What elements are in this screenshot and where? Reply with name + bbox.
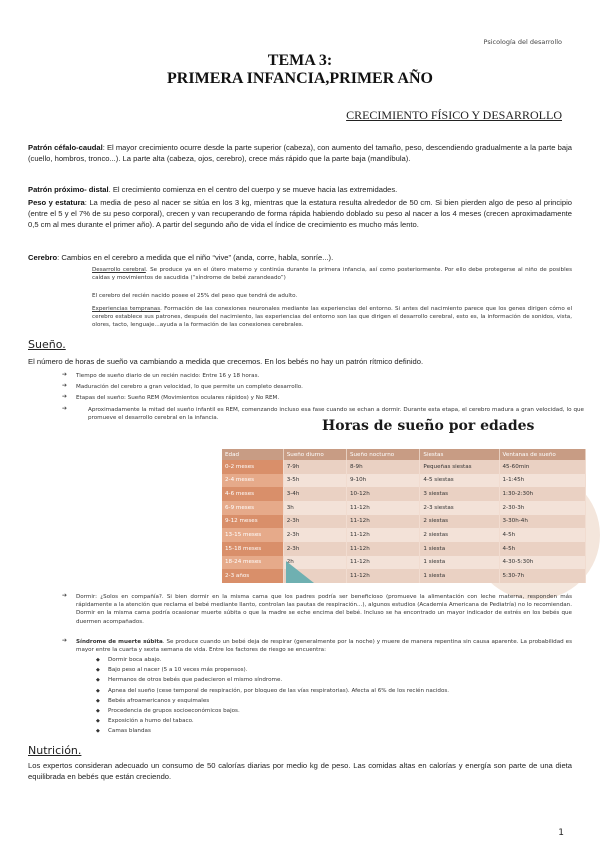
sleep-bullet-1: Tiempo de sueño diario de un recién nacido: Entre 16 y 18 horas. [76,373,260,379]
table-cell: 2-3 siestas [420,501,499,515]
table-cell: 3-4h [283,487,346,501]
risk-factor-item: ◆ Procedencia de grupos socioeconómicos bajos. [108,707,568,715]
table-cell: 11-12h [346,528,419,542]
arrow-bullet-icon: ➔ [62,393,68,400]
sleep-bullet-2: Maduración del cerebro a gran velocidad, lo que permite un completo desarrollo. [76,384,303,390]
text-brain: : Cambios en el cerebro a medida que el niño “vive” (anda, corre, habla, sonríe...). [57,253,334,262]
column-header: Sueño nocturno [346,449,419,460]
sleep-bullet-sids [76,638,572,654]
text-cephalocaudal: : El mayor crecimiento ocurre desde la parte superior (cabeza), con aumento del tamaño, peso, descendiendo gradualmente a la parte baja (cuello, hombros, tronco...). La parte alta (cabeza, ojos, cerebro), crece más rápido que la parte baja (mandíbula). [28,143,572,163]
term-early-experiences: Experiencias tempranas [92,306,161,312]
topic-subtitle: PRIMERA INFANCIA,PRIMER AÑO [167,70,433,87]
table-cell: 4-5 siestas [420,474,499,488]
risk-factor-item: ◆ Camas blandas [108,727,568,735]
sleep-bullet-4: Aproximadamente la mitad del sueño infantil es REM, comenzando incluso esa fase cuando se echan a dormir. Durante esta etapa, el cerebro madura a gran velocidad, lo que promueve el desarrollo cerebral en la infancia. [88,407,584,422]
topic-title: TEMA 3: [267,52,333,69]
table-cell: 2 siestas [420,515,499,529]
header-subject: Psicología del desarrollo [483,38,562,46]
column-header: Ventanas de sueño [499,449,586,460]
table-cell: Pequeñas siestas [420,460,499,474]
section-heading-growth: CRECIMIENTO FÍSICO Y DESARROLLO [346,108,562,122]
paragraph-brain [28,252,572,263]
paragraph-weight-height [28,197,572,230]
term-weight-height: Peso y estatura [28,198,85,207]
table-cell: 4-30-5:30h [499,556,586,570]
table-cell: 15-18 meses [222,542,283,556]
decorative-triangle [286,561,314,583]
table-cell: 2-30-3h [499,501,586,515]
risk-factor-item: ◆ Dormir boca abajo. [108,656,568,664]
table-cell: 45-60min [499,460,586,474]
risk-factor-item: ◆ Bajo peso al nacer (5 a 10 veces más propensos). [108,666,568,674]
text-early-experiences: . Formación de las conexiones neuronales mediante las experiencias del entorno. Si antes del nacimiento parece que los genes dirigen cómo el cerebro establece sus patrones, después del nacimiento, las experiencias del entorno son las que dirigen el desarrollo cerebral, esto es, la información de sonidos, vista, olores, tacto, lenguaje...ayuda a la formación de las conexiones cerebrales. [92,306,572,329]
risk-factor-item: ◆ Hermanos de otros bebés que padecieron el mismo síndrome. [108,676,568,684]
text-weight-height: : La media de peso al nacer se sitúa en los 3 kg, mientras que la estatura resulta alrededor de 50 cm. Si bien pierden algo de peso al principio (entre el 5 y el 7% de su peso corporal), crecen y van recuperando de forma rápida habiendo doblado su peso al nacer a los 4 meses (crecen aproximadamente 0,5 cm al mes durante el primer año). A partir del segundo año de vida el índice de crecimiento es mucho más lento. [28,198,573,229]
table-cell: 4-6 meses [222,487,283,501]
table-cell: 6-9 meses [222,501,283,515]
note-brain-development [92,266,572,282]
table-cell: 13-15 meses [222,528,283,542]
column-header: Sueño diurno [283,449,346,460]
table-cell: 8-9h [346,460,419,474]
table-row [222,556,586,570]
paragraph-proximodistal [28,184,572,195]
section-heading-sleep: Sueño. [28,338,66,351]
table-cell: 4-5h [499,542,586,556]
sleep-table [222,449,586,583]
table-cell: 2h [283,556,346,570]
table-row [222,474,586,488]
table-cell: 0-2 meses [222,460,283,474]
column-header: Siestas [420,449,499,460]
arrow-bullet-icon: ➔ [62,382,68,389]
table-row [222,487,586,501]
table-row [222,515,586,529]
page-number: 1 [558,828,564,838]
table-cell: 1-2h [283,569,346,583]
table-row [222,528,586,542]
table-cell: 3 siestas [420,487,499,501]
table-row [222,542,586,556]
table-cell: 11-12h [346,542,419,556]
table-cell: 1 siesta [420,542,499,556]
section-heading-nutrition: Nutrición. [28,744,82,757]
table-cell: 10-12h [346,487,419,501]
sleep-intro: El número de horas de sueño va cambiando a medida que crecemos. En los bebés no hay un patrón rítmico definido. [28,357,424,366]
paragraph-cephalocaudal [28,142,572,164]
risk-factor-item: ◆ Exposición a humo del tabaco. [108,717,568,725]
nutrition-text: Los expertos consideran adecuado un consumo de 50 calorías diarias por medio kg de peso. Las comidas altas en calorías y energía son parte de una dieta equilibrada en bebés que están creciendo. [28,761,572,781]
table-cell: 3-30h-4h [499,515,586,529]
table-cell: 1-1:45h [499,474,586,488]
table-cell: 2-3 años [222,569,283,583]
table-cell: 2-3h [283,542,346,556]
term-brain-development: Desarrollo cerebral [92,267,146,273]
table-cell: 11-12h [346,501,419,515]
table-cell: 11-12h [346,556,419,570]
table-row [222,501,586,515]
table-row [222,460,586,474]
table-cell: 9-10h [346,474,419,488]
table-cell: 5:30-7h [499,569,586,583]
arrow-bullet-icon: ➔ [62,405,68,412]
table-cell: 1 siesta [420,556,499,570]
table-cell: 11-12h [346,515,419,529]
table-cell: 2-3h [283,515,346,529]
table-cell: 1:30-2:30h [499,487,586,501]
risk-factor-item: ◆ Apnea del sueño (cese temporal de respiración, por bloqueo de las vías respiratorias). Afecta al 6% de los recién nacidos. [108,687,568,695]
arrow-bullet-icon: ➔ [62,371,68,378]
note-early-experiences [92,305,572,330]
text-sids: . Se produce cuando un bebé deja de respirar (generalmente por la noche) y muere de manera repentina sin causa aparente. La probabilidad es mayor entre la cuarta y sexta semana de vida. Entre los factores de riesgo se encuentra: [76,639,572,654]
chart-title: Horas de sueño por edades [322,418,535,434]
arrow-bullet-icon: ➔ [62,637,68,644]
text-proximodistal: . El crecimiento comienza en el centro del cuerpo y se mueve hacia las extremidades. [108,185,398,194]
table-cell: 2 siestas [420,528,499,542]
note-brain-weight: El cerebro del recién nacido posee el 25% del peso que tendrá de adulto. [92,293,298,299]
text-brain-development: . Se produce ya en el útero materno y continúa durante la primera infancia, así como posteriormente. Por ello debe protegerse al niño de posibles caídas y movimientos de sacudida (“síndrome de bebé zarandeado”) [92,267,573,282]
table-cell: 2-3h [283,528,346,542]
table-cell: 7-9h [283,460,346,474]
term-cephalocaudal: Patrón céfalo-caudal [28,143,103,152]
table-header-row [222,449,586,460]
table-row [222,569,586,583]
arrow-bullet-icon: ➔ [62,592,68,599]
sleep-bullet-3: Etapas del sueño: Sueño REM (Movimientos oculares rápidos) y No REM. [76,395,280,401]
sleep-bullet-cosleeping: Dormir: ¿Solos en compañía?. Si bien dormir en la misma cama que los padres podría ser beneficioso (promueve la alimentación con leche materna, responden más rápidamente a la atención que reclama el bebé mediante llanto, controlan las pautas de respiración...), algunos estudios (Academia Americana de Pediatría) no lo recomiendan. Dormir en la misma cama podría ocasionar muerte súbita o que la madre se eche encima del bebé. Incluso se ha encontrado un mayor indicador de estrés en los bebés que duermen acompañados. [76,594,572,625]
table-cell: 1 siesta [420,569,499,583]
table-cell: 11-12h [346,569,419,583]
table-cell: 3h [283,501,346,515]
term-brain: Cerebro [28,253,58,262]
table-cell: 9-12 meses [222,515,283,529]
risk-factor-item: ◆ Bebés afroamericanos y esquimales [108,697,568,705]
term-sids: Síndrome de muerte súbita [76,639,163,645]
table-cell: 2-4 meses [222,474,283,488]
column-header: Edad [222,449,283,460]
term-proximodistal: Patrón próximo- distal [28,185,109,194]
table-cell: 3-5h [283,474,346,488]
table-cell: 18-24 meses [222,556,283,570]
table-cell: 4-5h [499,528,586,542]
